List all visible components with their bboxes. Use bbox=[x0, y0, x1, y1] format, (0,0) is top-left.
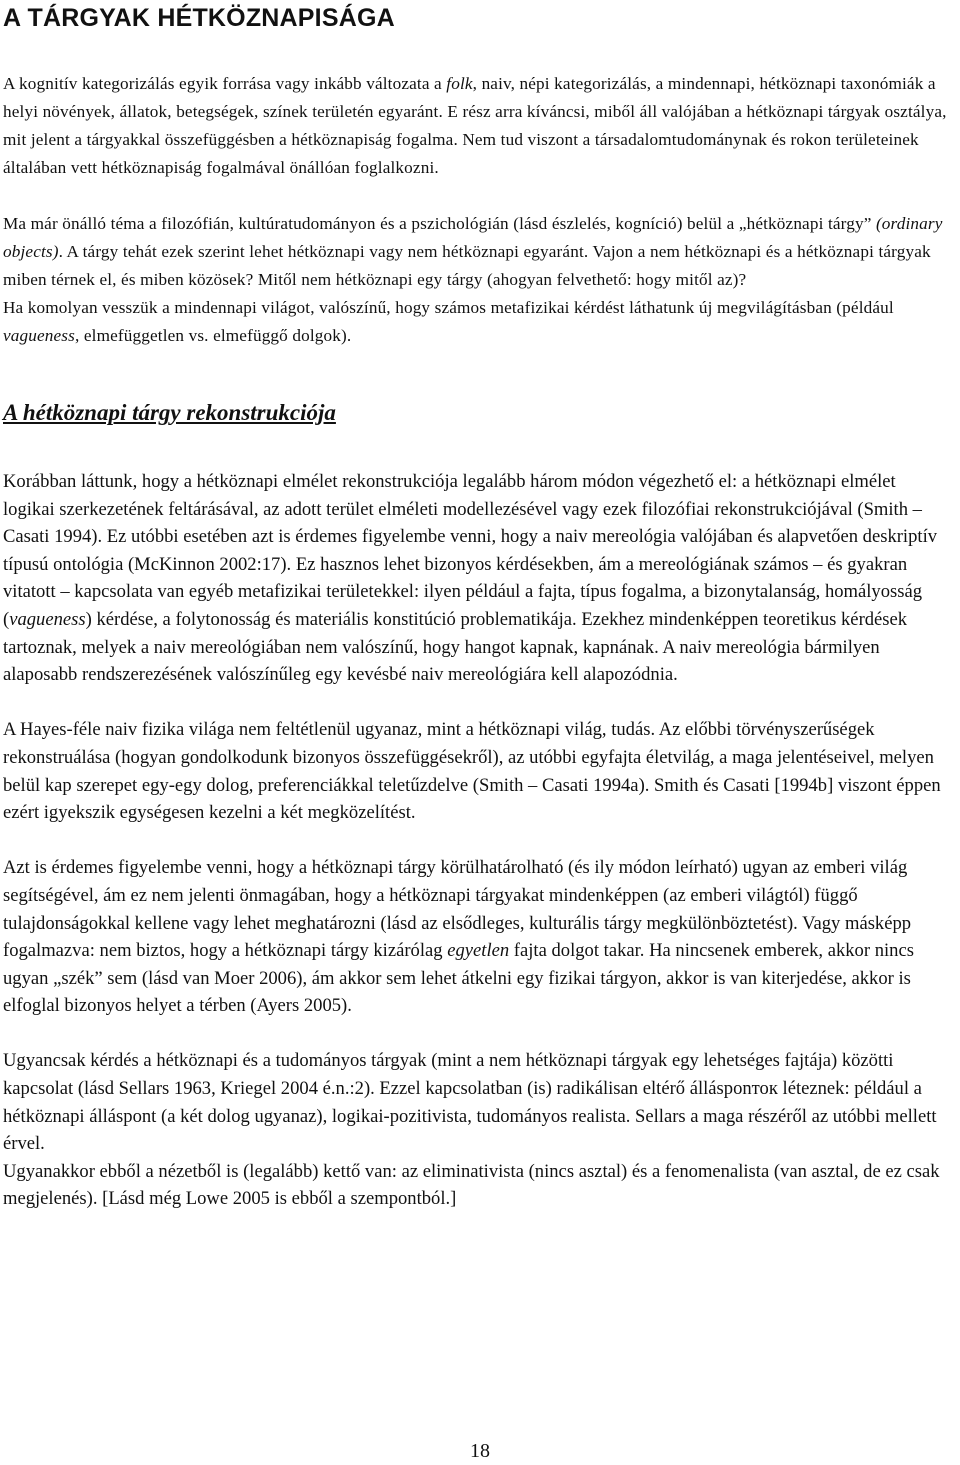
paragraph: Ma már önálló téma a filozófián, kultúratudományon és a pszichológián (lásd észlelés, kogníció) belül a „hétköznapi tárgy” (ordinary objects). A tárgy tehát ezek szerint lehet hétköznapi vagy nem hétköznapi egyaránt. Vajon a nem hétköznapi és a hétköznapi tárgyak miben térnek el, és miben közösek? Mitől nem hétköznapi egy tárgy (ahogyan felvethető: hogy mitől az)? bbox=[3, 214, 943, 289]
italic-term: vagueness bbox=[9, 608, 86, 630]
page-number: 18 bbox=[470, 1440, 490, 1462]
italic-term: folk bbox=[446, 74, 473, 93]
paragraph: Ugyanakkor ebből a nézetből is (legalább) kettő van: az eliminativista (nincs asztal) és a fenomenalista (van asztal, de ez csak megjelenés). [Lásd még Lowe 2005 is ebből a szempontból.] bbox=[3, 1160, 940, 1210]
intro-section bbox=[3, 70, 947, 350]
paragraph: Ha komolyan vesszük a mindennapi világot, valószínű, hogy számos metafizikai kérdést láthatunk új megvilágításban (például vagueness, elmefüggetlen vs. elmefüggő dolgok). bbox=[3, 298, 894, 345]
paragraph: Ugyancsak kérdés a hétköznapi és a tudományos tárgyak (mint a nem hétköznapi tárgyak egy lehetséges fajtája) közötti kapcsolat (lásd Sellars 1963, Kriegel 2004 é.n.:2). Ezzel kapcsolatban (is) radikálisan eltérő állásponток léteznek: például a hétköznapi álláspont (a két dolog ugyanaz), logikai-pozitivista, tudományos realista. Sellars a maga részéről az utóbbi mellett érvel. bbox=[3, 1050, 937, 1155]
document-page bbox=[3, 0, 947, 1213]
paragraph: A Hayes-féle naiv fizika világa nem feltétlenül ugyanaz, mint a hétköznapi világ, tudás. Az előbbi törvényszerűségek rekonstruálása (hogyan gondolkodunk bizonyos összefüggésekről), az utóbbi egyfajta életvilág, a maga jelentéseivel, melyen belül kap szerepet egy-egy dolog, preferenciákkal teletűzdelve (Smith – Casati 1994a). Smith és Casati [1994b] viszont éppen ezért igyekszik egységesen kezelni a két megközelítést. bbox=[3, 719, 941, 824]
page-title: A TÁRGYAK HÉTKÖZNAPISÁGA bbox=[3, 4, 395, 32]
paragraph: Azt is érdemes figyelembe venni, hogy a hétköznapi tárgy körülhatárolható (és ily módon leírható) ugyan az emberi világ segítségével, ám ez nem jelenti önmagában, hogy a hétköznapi tárgyakat mindenképpen (az emberi világtól) függő tulajdonságokkal kellene vagy lehet meghatározni (lásd az elsődleges, kulturális tárgy megkülönböztetést). Vagy másképp fogalmazva: nem biztos, hogy a hétköznapi tárgy kizárólag egyetlen fajta dolgot takar. Ha nincsenek emberek, akkor nincs ugyan „szék” sem (lásd van Moer 2006), ám akkor sem lehet átkelni egy fizikai tárgyon, akkor is van kiterjedése, akkor is elfoglal bizonyos helyet a térben (Ayers 2005). bbox=[3, 857, 914, 1017]
paragraph: Korábban láttunk, hogy a hétköznapi elmélet rekonstrukciója legalább három módon végezhető el: a hétköznapi elmélet logikai szerkezetének feltárásával, az adott terület elméleti modellezésével vagy ezek filozófiai rekonstrukciójával (Smith – Casati 1994). Ez utóbbi esetében azt is érdemes figyelembe venni, hogy a naiv mereológia valójában és alapvetően deskriptív típusú ontológia (McKinnon 2002:17). Ez hasznos lehet bizonyos kérdésekben, ám a mereológiának számos – és gyakran vitatott – kapcsolata van egyéb metafizikai területekkel: ilyen például a fajta, típus fogalma, a bizonytalanság, homályosság (vagueness) kérdése, a folytonosság és materiális konstitúció problematikája. Ezekhez mindenképpen teoretikus kérdések tartoznak, melyek a naiv mereológiában nem valószínű, hogy hangot kapnak, kapnának. A naiv mereológia bármilyen alaposabb rendszerezésének valószínűleg egy kevésbé naiv mereológiára kell alapozódnia. bbox=[3, 471, 938, 686]
reconstruction-section bbox=[3, 468, 947, 1213]
section-heading: A hétköznapi tárgy rekonstrukciója bbox=[3, 400, 336, 425]
italic-term: vagueness bbox=[3, 326, 75, 345]
italic-term: (ordinary objects) bbox=[3, 214, 943, 261]
italic-term: egyetlen bbox=[447, 940, 510, 962]
paragraph: A kognitív kategorizálás egyik forrása vagy inkább változata a folk, naiv, népi kategorizálás, a mindennapi, hétköznapi taxonómiák a helyi növények, állatok, betegségek, színek területén egyaránt. E rész arra kíváncsi, miből áll valójában a hétköznapi tárgyak osztálya, mit jelent a tárgyakkal összefüggésben a hétköznapiság fogalma. Nem tud viszont a társadalomtudománynak és rokon területeinek általában vett hétköznapiság fogalmával önállóan foglalkozni. bbox=[3, 74, 947, 177]
